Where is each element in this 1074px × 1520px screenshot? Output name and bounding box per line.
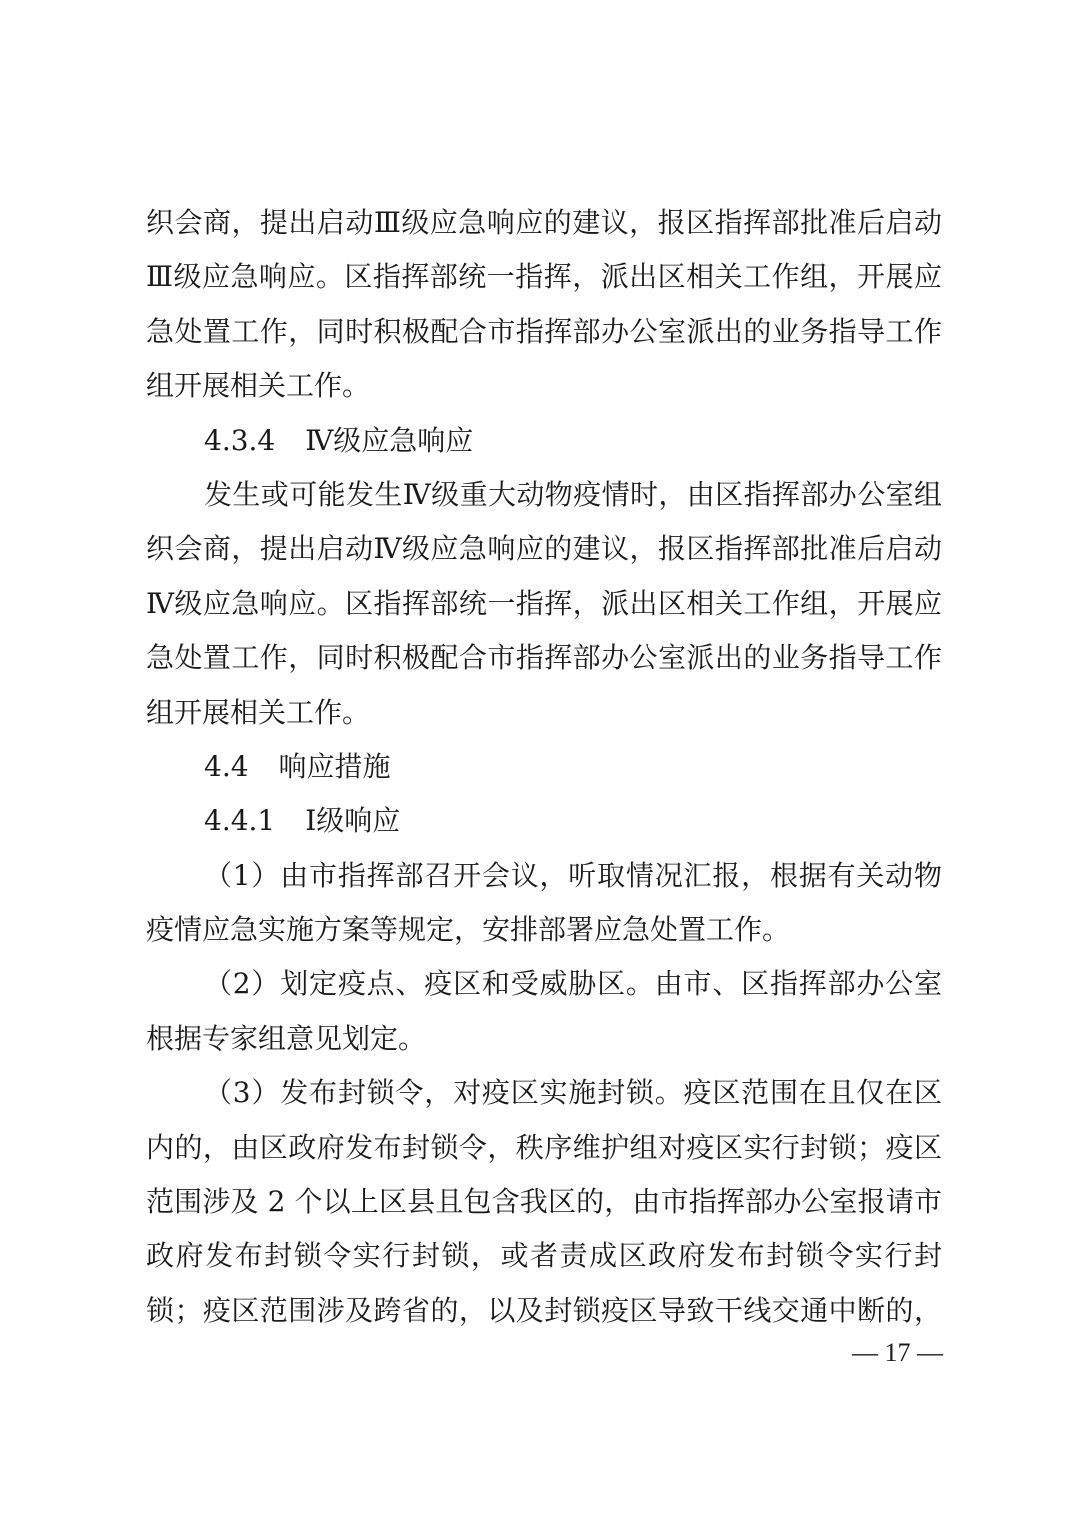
text-line: 疫情应急实施方案等规定，安排部署应急处置工作。 xyxy=(146,913,791,947)
text-line: 织会商，提出启动Ⅲ级应急响应的建议，报区指挥部批准后启动 xyxy=(146,206,942,239)
text-line: 发生或可能发生Ⅳ级重大动物疫情时，由区指挥部办公室组 xyxy=(204,477,942,511)
paragraph-item-3 xyxy=(146,1066,942,1338)
text-line: （3）发布封锁令，对疫区实施封锁。疫区范围在且仅在区 xyxy=(204,1076,942,1110)
paragraph-item-2 xyxy=(146,957,942,1066)
text-line: 政府发布封锁令实行封锁，或者责成区政府发布封锁令实行封 xyxy=(146,1239,942,1273)
section-title: 响应措施 xyxy=(278,749,391,783)
page-body xyxy=(146,196,942,1338)
text-line: Ⅲ级应急响应。区指挥部统一指挥，派出区相关工作组，开展应 xyxy=(146,260,942,294)
section-title: Ⅳ级应急响应 xyxy=(305,423,474,457)
section-number: 4.4 xyxy=(204,749,249,783)
text-line: Ⅳ级应急响应。区指挥部统一指挥，派出区相关工作组，开展应 xyxy=(146,586,942,620)
paragraph-item-1 xyxy=(146,849,942,958)
section-title: Ⅰ级响应 xyxy=(305,804,401,838)
text-line: 锁；疫区范围涉及跨省的，以及封锁疫区导致干线交通中断的， xyxy=(146,1293,942,1327)
section-number: 4.3.4 xyxy=(204,423,276,457)
text-line: 范围涉及 2 个以上区县且包含我区的，由市指挥部办公室报请市 xyxy=(146,1185,942,1219)
text-line: （1）由市指挥部召开会议，听取情况汇报，根据有关动物 xyxy=(204,858,942,892)
text-line: 织会商，提出启动Ⅳ级应急响应的建议，报区指挥部批准后启动 xyxy=(146,532,942,566)
page-number: — 17 — xyxy=(852,1338,943,1367)
text-line: 急处置工作，同时积极配合市指挥部办公室派出的业务指导工作 xyxy=(146,641,942,675)
section-heading-4-3-4 xyxy=(146,414,942,468)
text-line: 急处置工作，同时积极配合市指挥部办公室派出的业务指导工作 xyxy=(146,314,942,348)
text-line: 内的，由区政府发布封锁令，秩序维护组对疫区实行封锁；疫区 xyxy=(146,1130,942,1164)
paragraph-level-4-response xyxy=(146,468,942,740)
paragraph-continuation xyxy=(146,196,942,414)
section-heading-4-4 xyxy=(146,740,942,794)
section-number: 4.4.1 xyxy=(204,804,276,838)
text-line: 组开展相关工作。 xyxy=(146,695,371,729)
text-line: （2）划定疫点、疫区和受威胁区。由市、区指挥部办公室 xyxy=(204,967,942,1001)
section-heading-4-4-1 xyxy=(146,794,942,848)
text-line: 组开展相关工作。 xyxy=(146,369,371,403)
text-line: 根据专家组意见划定。 xyxy=(146,1021,427,1055)
